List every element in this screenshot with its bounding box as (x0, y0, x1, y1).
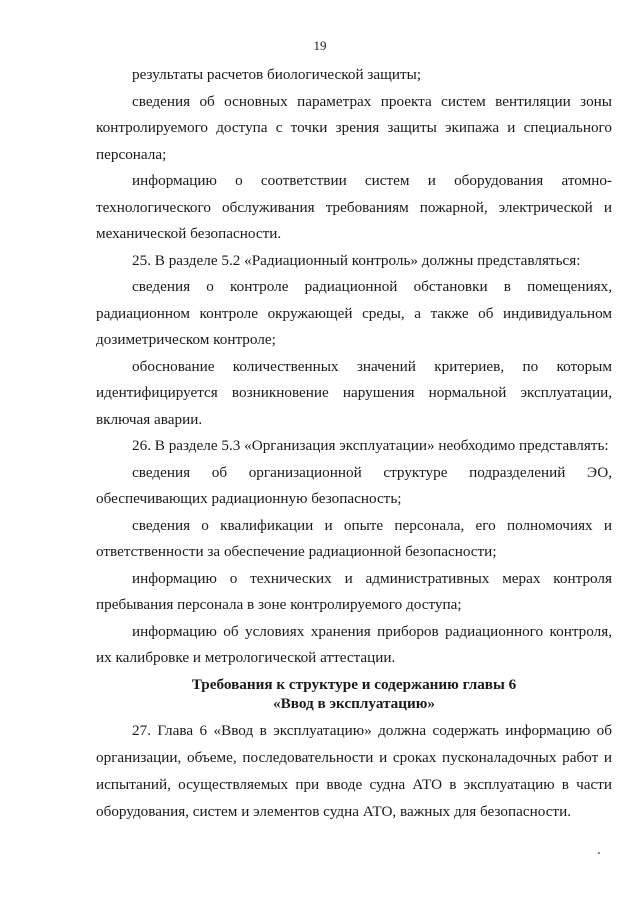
paragraph-instrument-storage: информацию об условиях хранения приборов радиационного контроля, их калибровке и метрологической аттестации. (96, 622, 612, 666)
section-heading (96, 675, 612, 713)
paragraph-criteria-justification: обоснование количественных значений критериев, по которым идентифицируется возникновение нарушения нормальной эксплуатации, включая аварии. (96, 357, 612, 428)
scan-speck (598, 852, 600, 854)
paragraph-org-structure: сведения об организационной структуре подразделений ЭО, обеспечивающих радиационную безопасность; (96, 463, 612, 507)
paragraph-item-26: 26. В разделе 5.3 «Организация эксплуатации» необходимо представлять: (132, 437, 609, 454)
paragraph-radiation-monitoring: сведения о контроле радиационной обстановки в помещениях, радиационном контроле окружающей среды, а также об индивидуальном дозиметрическом контроле; (96, 278, 612, 348)
paragraph-bio-protection: результаты расчетов биологической защиты; (132, 66, 422, 83)
document-body (96, 62, 612, 825)
paragraph-item-25: 25. В разделе 5.2 «Радиационный контроль» должны представляться: (132, 251, 581, 269)
paragraph-personnel-qualification: сведения о квалификации и опыте персонала, его полномочиях и ответственности за обеспечение радиационной безопасности; (96, 516, 612, 560)
paragraph-item-27: 27. Глава 6 «Ввод в эксплуатацию» должна содержать информацию об организации, объеме, последовательности и сроках пусконаладочных работ и испытаний, осуществляемых при вводе судна АТО в эксплуатацию в части оборудования, систем и элементов судна АТО, важных для безопасности. (96, 721, 612, 820)
paragraph-equipment-compliance: информацию о соответствии систем и оборудования атомно-технологического обслуживания требованиям пожарной, электрической и механической безопасности. (96, 172, 612, 242)
section-heading-line-1: Требования к структуре и содержанию главы 6 (191, 675, 517, 693)
paragraph-control-measures: информацию о технических и административных мерах контроля пребывания персонала в зоне контролируемого доступа; (96, 569, 612, 613)
paragraph-ventilation: сведения об основных параметрах проекта систем вентиляции зоны контролируемого доступа с точки зрения защиты экипажа и специального персонала; (96, 92, 612, 163)
page-number: 19 (313, 38, 327, 53)
section-heading-line-2: «Ввод в эксплуатацию» (273, 694, 435, 712)
